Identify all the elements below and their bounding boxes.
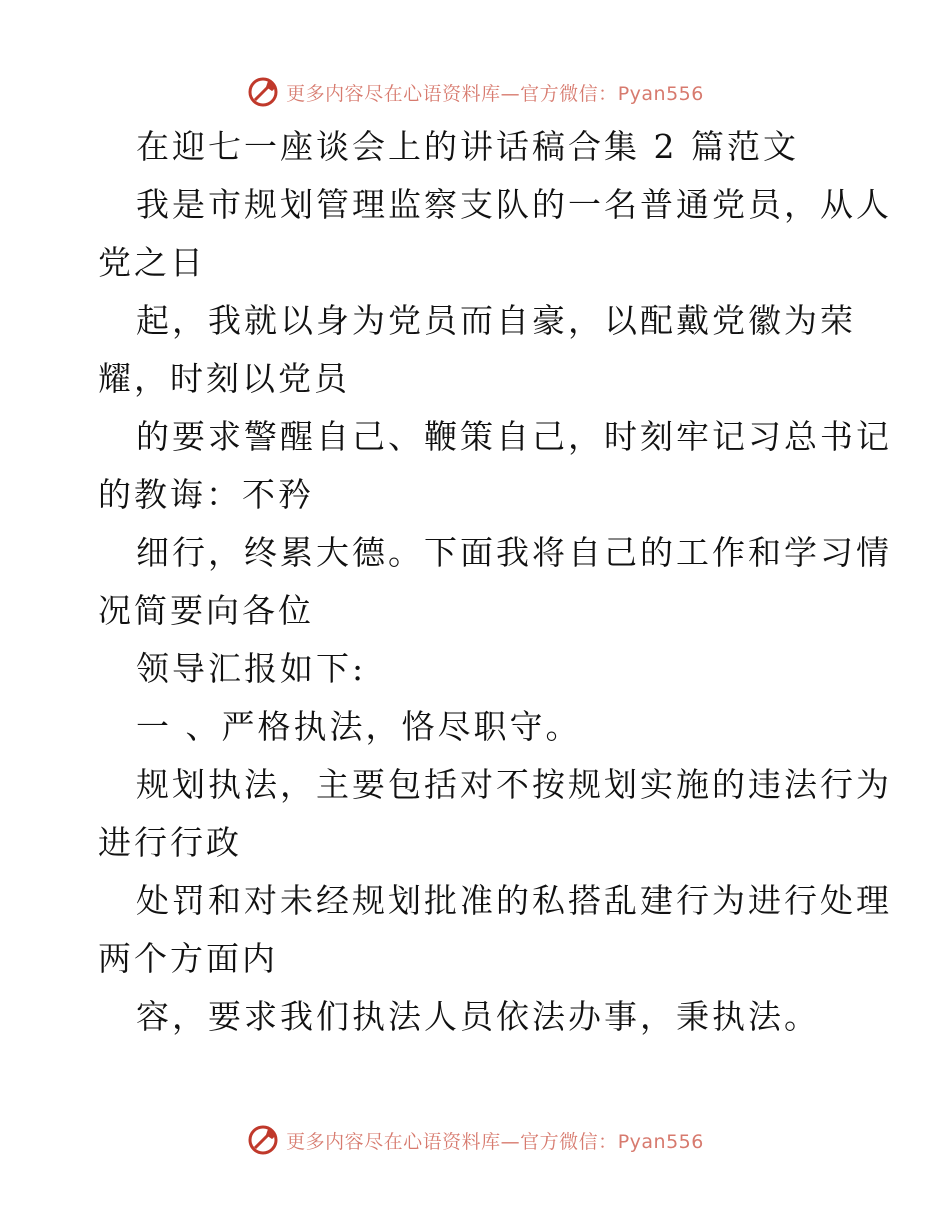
- document-line: 一 、严格执法，恪尽职守。: [136, 707, 582, 746]
- watermark-handle: Pyan556: [617, 82, 704, 105]
- document-line: 党之日: [98, 243, 206, 282]
- document-line: 的要求警醒自己、鞭策自己，时刻牢记习总书记: [136, 417, 892, 456]
- document-line: 领导汇报如下:: [136, 649, 367, 688]
- document-line: 细行，终累大德。下面我将自己的工作和学习情: [136, 533, 892, 572]
- document-line: 规划执法，主要包括对不按规划实施的违法行为: [136, 765, 892, 804]
- watermark-separator: —: [500, 1130, 521, 1153]
- document-line: 容，要求我们执法人员依法办事，秉执法。: [136, 997, 820, 1036]
- document-line: 处罚和对未经规划批准的私搭乱建行为进行处理: [136, 881, 892, 920]
- document-line: 我是市规划管理监察支队的一名普通党员，从人: [136, 185, 892, 224]
- quill-logo-icon: [246, 1123, 280, 1157]
- document-line: 两个方面内: [98, 939, 278, 978]
- document-line: 在迎七一座谈会上的讲话稿合集 2 篇范文: [136, 127, 799, 166]
- document-line: 的教诲：不矜: [98, 475, 314, 514]
- watermark-handle: Pyan556: [617, 1130, 704, 1153]
- watermark-text: [286, 1127, 704, 1154]
- quill-logo-icon: [246, 75, 280, 109]
- watermark-separator: —: [500, 82, 521, 105]
- document-line: 进行行政: [98, 823, 242, 862]
- header-watermark: [0, 72, 950, 112]
- document-body: [98, 118, 892, 1046]
- document-line: 耀，时刻以党员: [98, 359, 350, 398]
- document-line: 况简要向各位: [98, 591, 314, 630]
- document-line: 起，我就以身为党员而自豪，以配戴党徽为荣: [136, 301, 856, 340]
- watermark-label: 官方微信：: [520, 82, 618, 105]
- footer-watermark: [0, 1120, 950, 1160]
- watermark-brand: 更多内容尽在心语资料库: [286, 82, 501, 105]
- watermark-label: 官方微信：: [520, 1130, 618, 1153]
- watermark-brand: 更多内容尽在心语资料库: [286, 1130, 501, 1153]
- watermark-text: [286, 79, 704, 106]
